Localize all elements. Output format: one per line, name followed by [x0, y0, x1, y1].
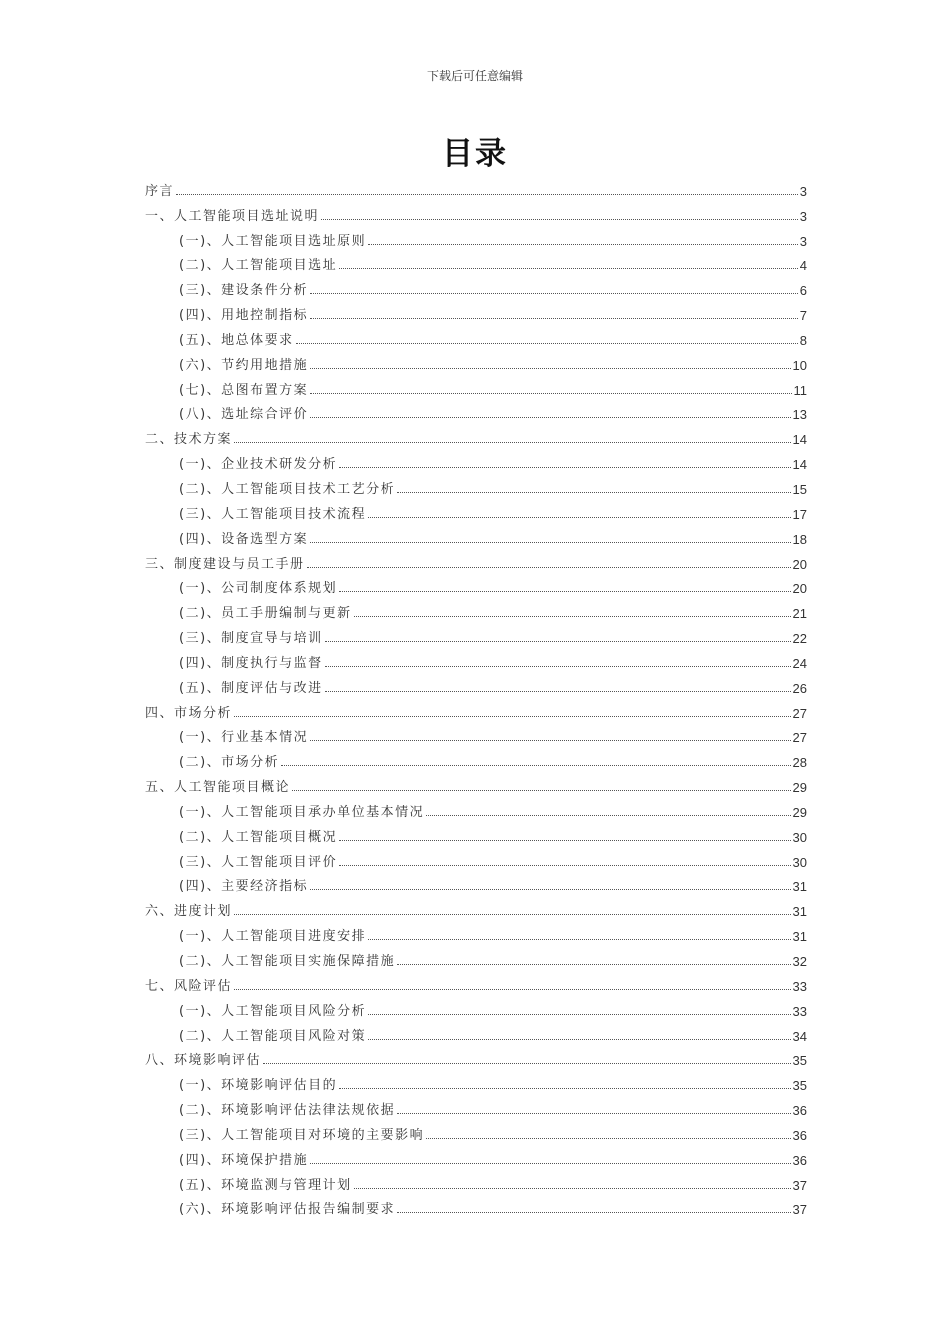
toc-dot-leader: [310, 393, 791, 394]
toc-dot-leader: [354, 1188, 791, 1189]
toc-entry[interactable]: [145, 745, 807, 770]
toc-entry-label: (三)、人工智能项目对环境的主要影响: [179, 1127, 425, 1143]
toc-entry-label: 八、环境影响评估: [145, 1053, 262, 1069]
toc-entry[interactable]: [145, 249, 807, 274]
toc-entry-page-number: 3: [799, 208, 807, 224]
toc-entry[interactable]: [145, 1068, 807, 1093]
toc-entry[interactable]: [145, 646, 807, 671]
toc-entry-label: (四)、制度执行与监督: [179, 655, 323, 671]
toc-entry-page-number: 22: [792, 631, 807, 647]
toc-entry-label: (四)、用地控制指标: [179, 308, 309, 324]
toc-entry[interactable]: [145, 596, 807, 621]
toc-entry[interactable]: [145, 298, 807, 323]
toc-entry-label: (三)、人工智能项目技术流程: [179, 506, 367, 522]
toc-entry-label: (二)、环境影响评估法律法规依据: [179, 1103, 396, 1119]
toc-entry[interactable]: [145, 174, 807, 199]
toc-entry-page-number: 7: [799, 308, 807, 324]
toc-dot-leader: [397, 492, 790, 493]
toc-entry-page-number: 37: [792, 1202, 807, 1218]
toc-entry-page-number: 33: [792, 1003, 807, 1019]
toc-entry[interactable]: [145, 969, 807, 994]
toc-entry-page-number: 20: [792, 556, 807, 572]
toc-dot-leader: [310, 889, 790, 890]
toc-dot-leader: [310, 542, 790, 543]
toc-entry-page-number: 37: [792, 1177, 807, 1193]
toc-entry[interactable]: [145, 994, 807, 1019]
toc-entry[interactable]: [145, 944, 807, 969]
toc-dot-leader: [310, 318, 798, 319]
toc-entry[interactable]: [145, 547, 807, 572]
toc-entry-label: 一、人工智能项目选址说明: [145, 208, 320, 224]
toc-entry-label: (五)、环境监测与管理计划: [179, 1177, 352, 1193]
toc-dot-leader: [310, 417, 790, 418]
toc-entry-page-number: 13: [792, 407, 807, 423]
toc-dot-leader: [310, 368, 790, 369]
toc-entry[interactable]: [145, 894, 807, 919]
toc-dot-leader: [307, 567, 791, 568]
toc-dot-leader: [234, 989, 791, 990]
toc-dot-leader: [339, 865, 790, 866]
toc-entry[interactable]: [145, 497, 807, 522]
toc-entry-label: 五、人工智能项目概论: [145, 780, 291, 796]
toc-entry[interactable]: [145, 572, 807, 597]
toc-entry[interactable]: [145, 671, 807, 696]
toc-entry[interactable]: [145, 721, 807, 746]
page-header: 下载后可任意编辑: [426, 69, 523, 83]
toc-entry[interactable]: [145, 1044, 807, 1069]
toc-dot-leader: [354, 616, 791, 617]
toc-entry-page-number: 6: [799, 283, 807, 299]
toc-dot-leader: [339, 268, 798, 269]
toc-entry[interactable]: [145, 1093, 807, 1118]
toc-entry-page-number: 3: [799, 233, 807, 249]
toc-entry-page-number: 4: [799, 258, 807, 274]
toc-entry-page-number: 31: [792, 879, 807, 895]
toc-entry-label: (一)、公司制度体系规划: [179, 581, 338, 597]
toc-entry-label: (四)、环境保护措施: [179, 1152, 309, 1168]
toc-dot-leader: [368, 517, 790, 518]
toc-entry-page-number: 14: [792, 457, 807, 473]
toc-entry-page-number: 14: [792, 432, 807, 448]
toc-dot-leader: [234, 716, 791, 717]
toc-entry-page-number: 31: [792, 904, 807, 920]
toc-dot-leader: [263, 1063, 791, 1064]
toc-entry-label: (八)、选址综合评价: [179, 407, 309, 423]
toc-entry-page-number: 35: [792, 1053, 807, 1069]
toc-entry-label: (一)、人工智能项目风险分析: [179, 1003, 367, 1019]
toc-entry-page-number: 27: [792, 705, 807, 721]
toc-entry-label: (二)、人工智能项目技术工艺分析: [179, 481, 396, 497]
toc-dot-leader: [234, 914, 791, 915]
toc-entry[interactable]: [145, 696, 807, 721]
toc-entry-label: (四)、设备选型方案: [179, 531, 309, 547]
toc-entry-page-number: 36: [792, 1103, 807, 1119]
toc-entry-label: (七)、总图布置方案: [179, 382, 309, 398]
toc-entry-page-number: 32: [792, 954, 807, 969]
toc-entry-label: (一)、人工智能项目进度安排: [179, 929, 367, 945]
toc-entry-page-number: 24: [792, 655, 807, 671]
toc-entry[interactable]: [145, 1193, 807, 1218]
toc-entry-page-number: 18: [792, 531, 807, 547]
toc-entry-label: 二、技术方案: [145, 432, 233, 448]
toc-entry-page-number: 17: [792, 506, 807, 522]
toc-entry[interactable]: [145, 1143, 807, 1168]
toc-entry-label: 三、制度建设与员工手册: [145, 556, 305, 572]
toc-dot-leader: [339, 591, 790, 592]
toc-entry-label: 序言: [145, 183, 175, 199]
toc-entry[interactable]: [145, 845, 807, 870]
toc-entry[interactable]: [145, 1168, 807, 1193]
toc-entry-label: (六)、环境影响评估报告编制要求: [179, 1202, 396, 1218]
toc-entry-label: 七、风险评估: [145, 978, 233, 994]
toc-entry-label: (六)、节约用地措施: [179, 357, 309, 373]
toc-entry[interactable]: [145, 447, 807, 472]
toc-entry-page-number: 20: [792, 581, 807, 597]
toc-entry-label: (三)、建设条件分析: [179, 283, 309, 299]
toc-dot-leader: [281, 765, 790, 766]
toc-dot-leader: [310, 740, 790, 741]
toc-entry-page-number: 36: [792, 1127, 807, 1143]
toc-entry-label: 六、进度计划: [145, 904, 233, 920]
toc-entry-page-number: 10: [792, 357, 807, 373]
toc-entry-page-number: 15: [792, 481, 807, 497]
toc-entry-page-number: 29: [792, 804, 807, 820]
toc-entry-page-number: 26: [792, 680, 807, 696]
toc-entry[interactable]: [145, 398, 807, 423]
toc-entry[interactable]: [145, 472, 807, 497]
toc-entry-page-number: 8: [799, 332, 807, 348]
toc-entry-label: (一)、人工智能项目承办单位基本情况: [179, 804, 425, 820]
toc-entry-label: (四)、主要经济指标: [179, 879, 309, 895]
toc-entry[interactable]: [145, 795, 807, 820]
toc-dot-leader: [368, 1014, 790, 1015]
toc-dot-leader: [176, 194, 798, 195]
toc-entry-label: (五)、制度评估与改进: [179, 680, 323, 696]
toc-dot-leader: [325, 691, 791, 692]
toc-entry[interactable]: [145, 1118, 807, 1143]
toc-dot-leader: [325, 666, 791, 667]
toc-entry-page-number: 31: [792, 929, 807, 945]
toc-entry-page-number: 11: [793, 382, 807, 398]
toc-entry[interactable]: [145, 820, 807, 845]
toc-dot-leader: [325, 641, 791, 642]
toc-dot-leader: [397, 1212, 790, 1213]
toc-entry-page-number: 3: [799, 183, 807, 199]
toc-dot-leader: [368, 1039, 790, 1040]
toc-entry-label: (一)、行业基本情况: [179, 730, 309, 746]
toc-entry-label: (二)、员工手册编制与更新: [179, 606, 352, 622]
toc-entry-page-number: 34: [792, 1028, 807, 1044]
toc-entry[interactable]: [145, 224, 807, 249]
toc-dot-leader: [339, 467, 790, 468]
toc-entry-label: (五)、地总体要求: [179, 332, 294, 348]
toc-entry-page-number: 30: [792, 829, 807, 845]
toc-entry-label: (二)、市场分析: [179, 755, 280, 771]
toc-entry-page-number: 27: [792, 730, 807, 746]
toc-entry-label: 四、市场分析: [145, 705, 233, 721]
toc-entry-page-number: 33: [792, 978, 807, 994]
toc-dot-leader: [339, 840, 790, 841]
toc-dot-leader: [310, 1163, 790, 1164]
toc-entry-label: (三)、人工智能项目评价: [179, 854, 338, 870]
toc-dot-leader: [296, 343, 798, 344]
toc-entry-page-number: 21: [792, 606, 807, 622]
toc-entry-page-number: 30: [792, 854, 807, 870]
toc-entry[interactable]: [145, 348, 807, 373]
toc-entry[interactable]: [145, 373, 807, 398]
toc-dot-leader: [321, 219, 798, 220]
toc-entry-label: (二)、人工智能项目风险对策: [179, 1028, 367, 1044]
toc-entry-label: (三)、制度宣导与培训: [179, 631, 323, 647]
toc-entry-page-number: 36: [792, 1152, 807, 1168]
toc-dot-leader: [397, 1113, 790, 1114]
toc-entry[interactable]: [145, 1019, 807, 1044]
toc-entry[interactable]: [145, 323, 807, 348]
toc-dot-leader: [426, 1138, 790, 1139]
toc-dot-leader: [368, 244, 798, 245]
toc-entry[interactable]: [145, 522, 807, 547]
toc-entry-label: (二)、人工智能项目实施保障措施: [179, 954, 396, 969]
toc-entry[interactable]: [145, 621, 807, 646]
toc-entry[interactable]: [145, 199, 807, 224]
toc-dot-leader: [310, 293, 798, 294]
toc-entry-page-number: 28: [792, 755, 807, 771]
toc-dot-leader: [426, 815, 790, 816]
toc-dot-leader: [234, 442, 791, 443]
toc-entry-label: (二)、人工智能项目选址: [179, 258, 338, 274]
toc-dot-leader: [368, 939, 790, 940]
page-title: 目录: [442, 136, 508, 172]
toc-entry-label: (一)、企业技术研发分析: [179, 457, 338, 473]
toc-entry[interactable]: [145, 770, 807, 795]
toc-entry[interactable]: [145, 870, 807, 895]
toc-entry-page-number: 29: [792, 780, 807, 796]
table-of-contents: [145, 174, 807, 1217]
toc-dot-leader: [339, 1088, 790, 1089]
toc-entry[interactable]: [145, 273, 807, 298]
toc-entry-label: (一)、人工智能项目选址原则: [179, 233, 367, 249]
toc-dot-leader: [292, 790, 791, 791]
toc-entry-label: (二)、人工智能项目概况: [179, 829, 338, 845]
toc-dot-leader: [397, 964, 790, 965]
toc-entry-page-number: 35: [792, 1078, 807, 1094]
toc-entry-label: (一)、环境影响评估目的: [179, 1078, 338, 1094]
toc-entry[interactable]: [145, 919, 807, 944]
toc-entry[interactable]: [145, 422, 807, 447]
